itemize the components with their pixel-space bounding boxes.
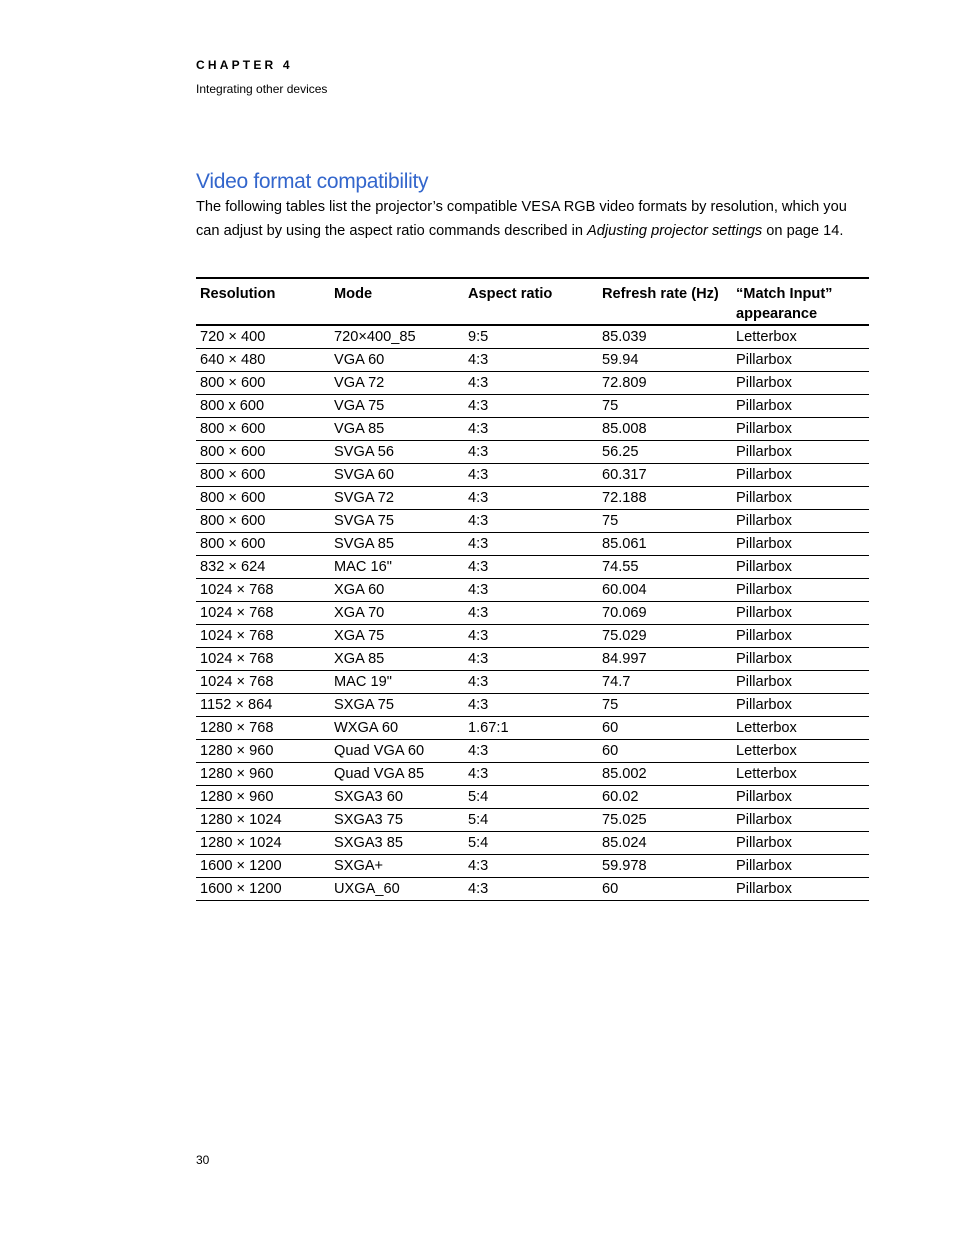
cell-aspect-ratio: 4:3 <box>464 648 598 671</box>
cell-aspect-ratio: 4:3 <box>464 740 598 763</box>
cell-refresh-rate: 60 <box>598 878 732 901</box>
table-row <box>196 648 869 671</box>
cell-resolution: 720 × 400 <box>196 325 330 349</box>
cell-mode: VGA 75 <box>330 395 464 418</box>
cell-resolution: 1600 × 1200 <box>196 878 330 901</box>
cell-appearance: Pillarbox <box>732 556 869 579</box>
cell-mode: SVGA 72 <box>330 487 464 510</box>
cell-appearance: Pillarbox <box>732 510 869 533</box>
cell-refresh-rate: 85.024 <box>598 832 732 855</box>
table-row <box>196 786 869 809</box>
column-header-match-input: “Match Input” appearance <box>732 278 869 325</box>
cell-appearance: Pillarbox <box>732 809 869 832</box>
cell-aspect-ratio: 4:3 <box>464 372 598 395</box>
table-row <box>196 694 869 717</box>
cell-refresh-rate: 84.997 <box>598 648 732 671</box>
cell-appearance: Pillarbox <box>732 786 869 809</box>
cell-appearance: Pillarbox <box>732 602 869 625</box>
cell-appearance: Pillarbox <box>732 418 869 441</box>
cell-resolution: 1600 × 1200 <box>196 855 330 878</box>
table-row <box>196 395 869 418</box>
cell-refresh-rate: 75.025 <box>598 809 732 832</box>
cell-mode: SVGA 60 <box>330 464 464 487</box>
cell-resolution: 1024 × 768 <box>196 579 330 602</box>
column-header-resolution: Resolution <box>196 278 330 325</box>
cell-refresh-rate: 85.002 <box>598 763 732 786</box>
table-row <box>196 740 869 763</box>
cell-resolution: 640 × 480 <box>196 349 330 372</box>
table-row <box>196 763 869 786</box>
cell-appearance: Pillarbox <box>732 878 869 901</box>
cell-resolution: 1024 × 768 <box>196 648 330 671</box>
cell-appearance: Pillarbox <box>732 671 869 694</box>
table-row <box>196 602 869 625</box>
cell-mode: SXGA 75 <box>330 694 464 717</box>
cell-aspect-ratio: 9:5 <box>464 325 598 349</box>
cell-refresh-rate: 59.94 <box>598 349 732 372</box>
cell-aspect-ratio: 4:3 <box>464 602 598 625</box>
page-number: 30 <box>196 1153 210 1167</box>
cell-refresh-rate: 85.061 <box>598 533 732 556</box>
cell-aspect-ratio: 4:3 <box>464 763 598 786</box>
video-format-table <box>196 277 869 901</box>
section-title: Video format compatibility <box>196 170 429 193</box>
cell-mode: WXGA 60 <box>330 717 464 740</box>
cell-appearance: Pillarbox <box>732 487 869 510</box>
cell-refresh-rate: 56.25 <box>598 441 732 464</box>
cell-mode: SVGA 56 <box>330 441 464 464</box>
cell-appearance: Letterbox <box>732 717 869 740</box>
cell-resolution: 1280 × 1024 <box>196 832 330 855</box>
cell-refresh-rate: 60 <box>598 740 732 763</box>
cell-aspect-ratio: 4:3 <box>464 694 598 717</box>
column-header-refresh-rate: Refresh rate (Hz) <box>598 278 732 325</box>
cell-aspect-ratio: 4:3 <box>464 441 598 464</box>
cell-resolution: 1280 × 960 <box>196 763 330 786</box>
cell-aspect-ratio: 1.67:1 <box>464 717 598 740</box>
table-body <box>196 325 869 901</box>
cell-refresh-rate: 60.317 <box>598 464 732 487</box>
cell-mode: VGA 60 <box>330 349 464 372</box>
cell-resolution: 800 x 600 <box>196 395 330 418</box>
cell-mode: SXGA3 75 <box>330 809 464 832</box>
cell-aspect-ratio: 4:3 <box>464 855 598 878</box>
chapter-subtitle: Integrating other devices <box>196 82 328 96</box>
cell-mode: UXGA_60 <box>330 878 464 901</box>
cell-mode: XGA 75 <box>330 625 464 648</box>
table-row <box>196 717 869 740</box>
cell-aspect-ratio: 5:4 <box>464 786 598 809</box>
cell-mode: SVGA 85 <box>330 533 464 556</box>
cell-refresh-rate: 75 <box>598 694 732 717</box>
cell-refresh-rate: 72.188 <box>598 487 732 510</box>
cell-mode: Quad VGA 60 <box>330 740 464 763</box>
cell-aspect-ratio: 5:4 <box>464 809 598 832</box>
cell-aspect-ratio: 4:3 <box>464 556 598 579</box>
cell-aspect-ratio: 4:3 <box>464 510 598 533</box>
cell-appearance: Pillarbox <box>732 832 869 855</box>
cell-appearance: Pillarbox <box>732 464 869 487</box>
cell-resolution: 800 × 600 <box>196 464 330 487</box>
cell-mode: Quad VGA 85 <box>330 763 464 786</box>
cell-resolution: 1280 × 960 <box>196 740 330 763</box>
cell-refresh-rate: 85.039 <box>598 325 732 349</box>
cell-mode: SXGA3 85 <box>330 832 464 855</box>
cell-appearance: Pillarbox <box>732 533 869 556</box>
cell-refresh-rate: 74.55 <box>598 556 732 579</box>
cell-aspect-ratio: 4:3 <box>464 487 598 510</box>
cell-mode: 720×400_85 <box>330 325 464 349</box>
cell-resolution: 800 × 600 <box>196 441 330 464</box>
intro-reference-link[interactable]: Adjusting projector settings <box>587 222 763 239</box>
cell-resolution: 800 × 600 <box>196 372 330 395</box>
cell-appearance: Pillarbox <box>732 441 869 464</box>
cell-appearance: Pillarbox <box>732 579 869 602</box>
cell-aspect-ratio: 4:3 <box>464 878 598 901</box>
table-row <box>196 325 869 349</box>
table-row <box>196 855 869 878</box>
cell-appearance: Pillarbox <box>732 395 869 418</box>
cell-appearance: Pillarbox <box>732 372 869 395</box>
column-header-aspect-ratio: Aspect ratio <box>464 278 598 325</box>
cell-mode: XGA 60 <box>330 579 464 602</box>
cell-refresh-rate: 72.809 <box>598 372 732 395</box>
cell-appearance: Pillarbox <box>732 648 869 671</box>
cell-aspect-ratio: 4:3 <box>464 395 598 418</box>
cell-resolution: 800 × 600 <box>196 533 330 556</box>
cell-resolution: 1152 × 864 <box>196 694 330 717</box>
table-row <box>196 878 869 901</box>
table-row <box>196 556 869 579</box>
table-row <box>196 464 869 487</box>
cell-mode: VGA 72 <box>330 372 464 395</box>
table-row <box>196 372 869 395</box>
cell-appearance: Pillarbox <box>732 855 869 878</box>
cell-aspect-ratio: 5:4 <box>464 832 598 855</box>
intro-paragraph <box>196 196 872 243</box>
column-header-mode: Mode <box>330 278 464 325</box>
cell-mode: MAC 16" <box>330 556 464 579</box>
cell-resolution: 1280 × 960 <box>196 786 330 809</box>
cell-resolution: 800 × 600 <box>196 487 330 510</box>
cell-resolution: 832 × 624 <box>196 556 330 579</box>
cell-mode: SXGA3 60 <box>330 786 464 809</box>
cell-refresh-rate: 59.978 <box>598 855 732 878</box>
table-row <box>196 533 869 556</box>
table-row <box>196 832 869 855</box>
cell-appearance: Pillarbox <box>732 349 869 372</box>
table-row <box>196 510 869 533</box>
table-row <box>196 441 869 464</box>
cell-aspect-ratio: 4:3 <box>464 625 598 648</box>
cell-aspect-ratio: 4:3 <box>464 579 598 602</box>
cell-appearance: Pillarbox <box>732 694 869 717</box>
cell-appearance: Pillarbox <box>732 625 869 648</box>
table-row <box>196 349 869 372</box>
cell-aspect-ratio: 4:3 <box>464 533 598 556</box>
cell-refresh-rate: 70.069 <box>598 602 732 625</box>
cell-resolution: 1024 × 768 <box>196 625 330 648</box>
cell-resolution: 1280 × 768 <box>196 717 330 740</box>
table-row <box>196 487 869 510</box>
cell-refresh-rate: 75.029 <box>598 625 732 648</box>
table-row <box>196 418 869 441</box>
cell-appearance: Letterbox <box>732 740 869 763</box>
cell-appearance: Letterbox <box>732 763 869 786</box>
intro-text-end: on page 14. <box>762 222 844 239</box>
cell-refresh-rate: 60.02 <box>598 786 732 809</box>
cell-refresh-rate: 60.004 <box>598 579 732 602</box>
cell-resolution: 1280 × 1024 <box>196 809 330 832</box>
cell-refresh-rate: 75 <box>598 510 732 533</box>
cell-resolution: 1024 × 768 <box>196 602 330 625</box>
table-row <box>196 579 869 602</box>
cell-resolution: 800 × 600 <box>196 418 330 441</box>
cell-mode: VGA 85 <box>330 418 464 441</box>
cell-refresh-rate: 75 <box>598 395 732 418</box>
table-row <box>196 671 869 694</box>
table-row <box>196 809 869 832</box>
chapter-label: CHAPTER 4 <box>196 58 293 72</box>
cell-aspect-ratio: 4:3 <box>464 418 598 441</box>
cell-resolution: 1024 × 768 <box>196 671 330 694</box>
cell-refresh-rate: 60 <box>598 717 732 740</box>
cell-refresh-rate: 85.008 <box>598 418 732 441</box>
cell-refresh-rate: 74.7 <box>598 671 732 694</box>
cell-resolution: 800 × 600 <box>196 510 330 533</box>
cell-mode: XGA 85 <box>330 648 464 671</box>
cell-aspect-ratio: 4:3 <box>464 464 598 487</box>
cell-mode: MAC 19" <box>330 671 464 694</box>
cell-mode: SXGA+ <box>330 855 464 878</box>
cell-appearance: Letterbox <box>732 325 869 349</box>
cell-aspect-ratio: 4:3 <box>464 671 598 694</box>
table-row <box>196 625 869 648</box>
cell-aspect-ratio: 4:3 <box>464 349 598 372</box>
intro-text-start: The following tables list the projector’s compatible VESA RGB video formats by resolution, which you can adjust by using the aspect ratio commands described in <box>196 199 847 239</box>
cell-mode: SVGA 75 <box>330 510 464 533</box>
cell-mode: XGA 70 <box>330 602 464 625</box>
table-header-row <box>196 278 869 325</box>
